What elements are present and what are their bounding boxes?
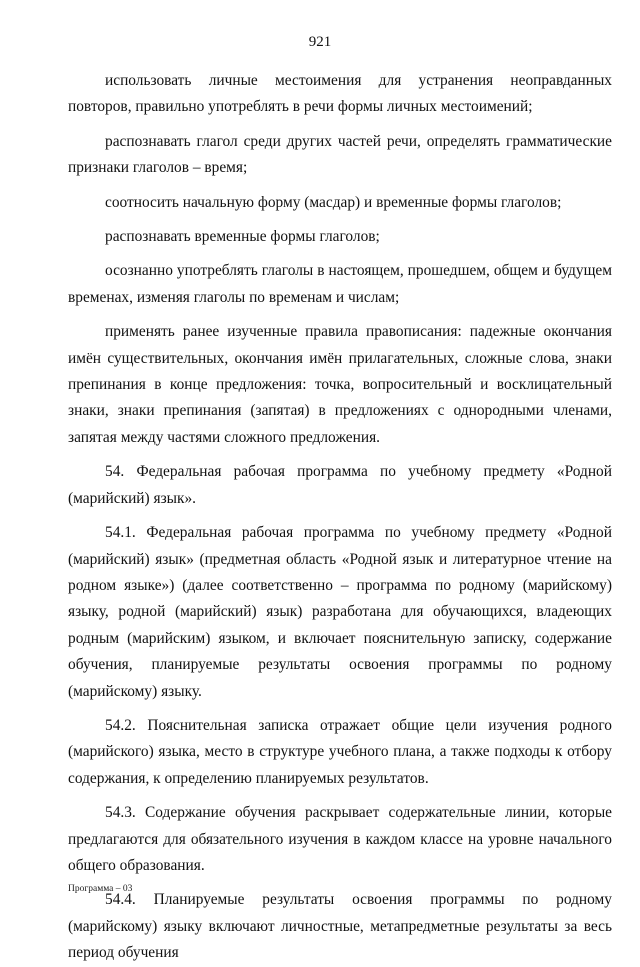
paragraph: использовать личные местоимения для устранения неоправданных повторов, правильно употреблять в речи формы личных местоимений; <box>68 72 612 116</box>
paragraph-54-4: 54.4. Планируемые результаты освоения программы по родному (марийскому) языку включают личностные, метапредметные результаты за весь период обучения <box>68 891 612 962</box>
document-body <box>68 68 612 967</box>
paragraph: распознавать временные формы глаголов; <box>105 228 380 246</box>
paragraph-54-1: 54.1. Федеральная рабочая программа по учебному предмету «Родной (марийский) язык» (предметная область «Родной язык и литературное чтение на родном языке») (далее соответственно – программа по родному (марийскому) языку, родной (марийский) язык) разработана для обучающихся, владеющих родным (марийским) языком, и включает пояснительную записку, содержание обучения, планируемые результаты освоения программы по родному (марийскому) языку. <box>68 524 612 700</box>
paragraph: применять ранее изученные правила правописания: падежные окончания имён существительных, окончания имён прилагательных, сложные слова, знаки препинания в конце предложения: точка, вопросительный и восклицательный знаки, знаки препинания (запятая) в предложениях с однородными членами, запятая между частями сложного предложения. <box>68 323 612 446</box>
paragraph: соотносить начальную форму (масдар) и временные формы глаголов; <box>105 193 562 211</box>
paragraph: распознавать глагол среди других частей речи, определять грамматические признаки глаголов – время; <box>68 132 612 177</box>
page-number: 921 <box>308 34 332 50</box>
paragraph-54-2: 54.2. Пояснительная записка отражает общие цели изучения родного (марийского) языка, место в структуре учебного плана, а также подходы к отбору содержания, к определению планируемых результатов. <box>68 716 612 787</box>
paragraph: осознанно употреблять глаголы в настоящем, прошедшем, общем и будущем временах, изменяя глаголы по временам и числам; <box>68 262 612 306</box>
footer-label: Программа – 03 <box>68 884 133 894</box>
paragraph-54-3: 54.3. Содержание обучения раскрывает содержательные линии, которые предлагаются для обязательного изучения в каждом классе на уровне начального общего образования. <box>68 804 612 874</box>
section-heading-54: 54. Федеральная рабочая программа по учебному предмету «Родной (марийский) язык». <box>68 463 612 507</box>
